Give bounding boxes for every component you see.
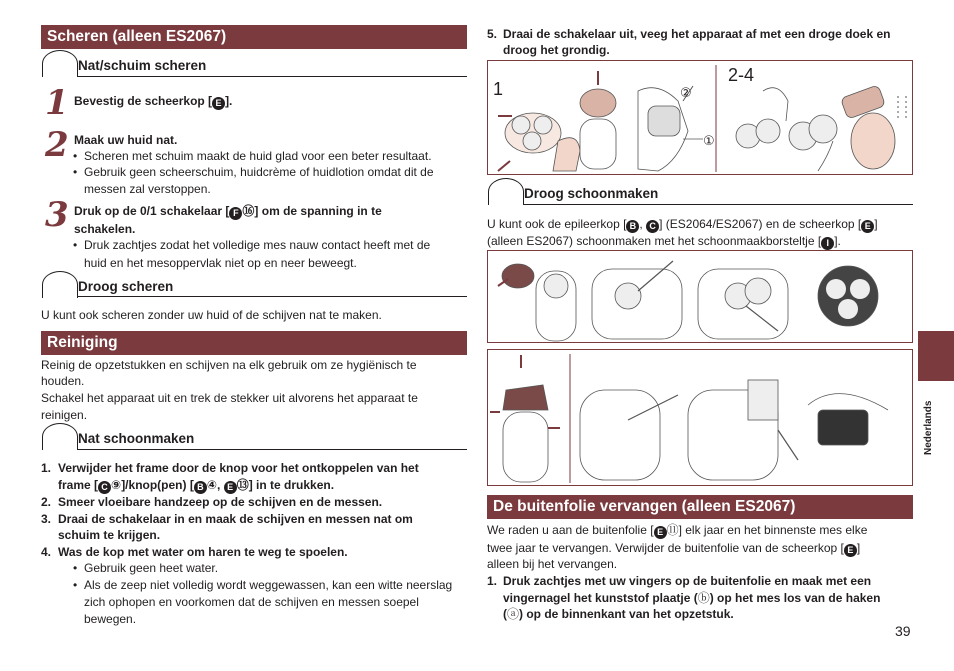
subheading-label: Nat schoonmaken: [78, 431, 195, 446]
wet-clean-step-1-cont: frame [ C ⑨]/knop(pen) [ B ④, E ⑬] in te drukken.: [58, 478, 335, 492]
ref-icon: E: [861, 220, 874, 233]
cleaning-intro-1-cont: houden.: [41, 374, 85, 388]
ref-icon: E: [224, 481, 237, 494]
ref-icon: I: [821, 237, 834, 250]
figure-cleaning-steps: [487, 60, 913, 175]
ref-icon: C: [98, 481, 111, 494]
step-3-text-cont: schakelen.: [74, 222, 136, 236]
step-5-num: 5.: [487, 27, 498, 41]
language-label: Nederlands: [923, 400, 934, 455]
wet-clean-step-4-bullet-2: • Als de zeep niet volledig wordt weggewassen, kan een witte neerslag: [84, 577, 452, 594]
figure-dry-clean-1: [487, 250, 913, 343]
section-title-foil: De buitenfolie vervangen (alleen ES2067): [487, 495, 913, 519]
subheading-label: Droog schoonmaken: [524, 186, 659, 201]
wet-clean-step-3: Draai de schakelaar in en maak de schijven en messen nat om: [58, 512, 413, 526]
foil-text: We raden u aan de buitenfolie [ E ⑪] elk jaar en het binnenste mes elke: [487, 523, 868, 537]
figure-dry-clean-2: [487, 349, 913, 486]
cleaning-intro-1: Reinig de opzetstukken en schijven na elk gebruik om ze hygiënisch te: [41, 358, 417, 372]
figure-callout-2: ②: [680, 85, 692, 100]
figure-dry-clean-1-illustration: [488, 251, 914, 344]
figure-label-1: 1: [493, 79, 504, 99]
wet-clean-step-4-num: 4.: [41, 545, 52, 559]
dry-clean-text: U kunt ook de epileerkop [ B , C ] (ES2064/ES2067) en de scheerkop [ E ]: [487, 217, 878, 231]
wet-clean-step-4-bullet-2-cont2: bewegen.: [84, 612, 137, 626]
ref-icon: E: [654, 526, 667, 539]
step-2-bullet-1: • Scheren met schuim maakt de huid glad voor een beter resultaat.: [84, 148, 432, 165]
ref-icon: B: [194, 481, 207, 494]
ref-icon: C: [646, 220, 659, 233]
step-number-3: 3: [45, 195, 69, 235]
wet-clean-step-4-bullet-2-cont: zich ophopen en voorkomen dat de schijven en messen soepel: [84, 595, 419, 609]
step-5-text: Draai de schakelaar uit, veeg het apparaat af met een droge doek en: [503, 27, 891, 41]
figure-label-2-4: 2-4: [728, 65, 755, 85]
cleaning-intro-2-cont: reinigen.: [41, 408, 88, 422]
subheading-rule: [78, 296, 467, 297]
figure-dry-clean-2-illustration: [488, 350, 914, 487]
cleaning-intro-2: Schakel het apparaat uit en trek de stekker uit alvorens het apparaat te: [41, 391, 418, 405]
figure-cleaning-illustration: [488, 61, 914, 176]
ref-icon: F: [229, 207, 242, 220]
figure-callout-1: ①: [703, 133, 715, 148]
language-tab-marker: [918, 331, 954, 381]
step-2-text: Maak uw huid nat.: [74, 133, 178, 147]
subheading-dry-clean: [524, 186, 658, 203]
subheading-curve-icon: [488, 178, 524, 205]
step-1-text: Bevestig de scheerkop [ E ].: [74, 94, 233, 108]
subheading-curve-icon: [42, 50, 78, 77]
page-number: 39: [895, 623, 911, 639]
dry-shave-text: U kunt ook scheren zonder uw huid of de schijven nat te maken.: [41, 308, 382, 322]
foil-step-1-cont2: (ⓐ) op de binnenkant van het opzetstuk.: [503, 607, 734, 621]
step-2-bullet-2: • Gebruik geen scheerschuim, huidcrème of huidlotion omdat dit de: [84, 164, 434, 181]
subheading-rule: [78, 449, 467, 450]
wet-clean-step-4-bullet-1: • Gebruik geen heet water.: [84, 560, 218, 577]
subheading-rule: [78, 76, 467, 77]
foil-step-1-num: 1.: [487, 574, 498, 588]
subheading-label: Droog scheren: [78, 279, 174, 294]
step-5-text-cont: droog het grondig.: [503, 43, 610, 57]
ref-icon: B: [626, 220, 639, 233]
ref-icon: E: [844, 544, 857, 557]
step-2-bullet-2-cont: messen zal verstoppen.: [84, 182, 211, 196]
step-number-2: 2: [45, 125, 69, 165]
foil-text-cont: twee jaar te vervangen. Verwijder de buitenfolie van de scheerkop [ E ]: [487, 541, 861, 555]
wet-clean-step-2-num: 2.: [41, 495, 52, 509]
wet-clean-step-3-num: 3.: [41, 512, 52, 526]
wet-clean-step-3-cont: schuim te krijgen.: [58, 528, 161, 542]
wet-clean-step-2: Smeer vloeibare handzeep op de schijven en de messen.: [58, 495, 383, 509]
wet-clean-step-1: Verwijder het frame door de knop voor het ontkoppelen van het: [58, 461, 419, 475]
subheading-curve-icon: [42, 423, 78, 450]
section-title-reiniging: Reiniging: [41, 331, 467, 355]
foil-step-1-cont: vingernagel het kunststof plaatje (ⓑ) op het mes los van de haken: [503, 591, 881, 605]
subheading-wet-clean: [78, 431, 194, 448]
subheading-rule: [524, 204, 913, 205]
ref-icon: E: [212, 97, 225, 110]
dry-clean-text-cont: (alleen ES2067) schoonmaken met het schoonmaakborsteltje [ I ].: [487, 234, 841, 248]
step-3-bullet-1-cont: huid en het mesoppervlak niet op en neer beweegt.: [84, 256, 357, 270]
subheading-label: Nat/schuim scheren: [78, 58, 207, 73]
wet-clean-step-4: Was de kop met water om haren te weg te spoelen.: [58, 545, 348, 559]
foil-step-1: Druk zachtjes met uw vingers op de buitenfolie en maak met een: [503, 574, 872, 588]
subheading-curve-icon: [42, 271, 78, 298]
wet-clean-step-1-num: 1.: [41, 461, 52, 475]
section-title-scheren: Scheren (alleen ES2067): [41, 25, 467, 49]
step-3-bullet-1: • Druk zachtjes zodat het volledige mes nauw contact heeft met de: [84, 237, 430, 254]
foil-text-cont2: alleen bij het vervangen.: [487, 557, 618, 571]
subheading-wet-shave: [78, 58, 206, 75]
subheading-dry-shave: [78, 279, 173, 296]
step-3-text: Druk op de 0/1 schakelaar [ F ⑯] om de spanning in te: [74, 204, 382, 218]
step-number-1: 1: [45, 83, 69, 123]
